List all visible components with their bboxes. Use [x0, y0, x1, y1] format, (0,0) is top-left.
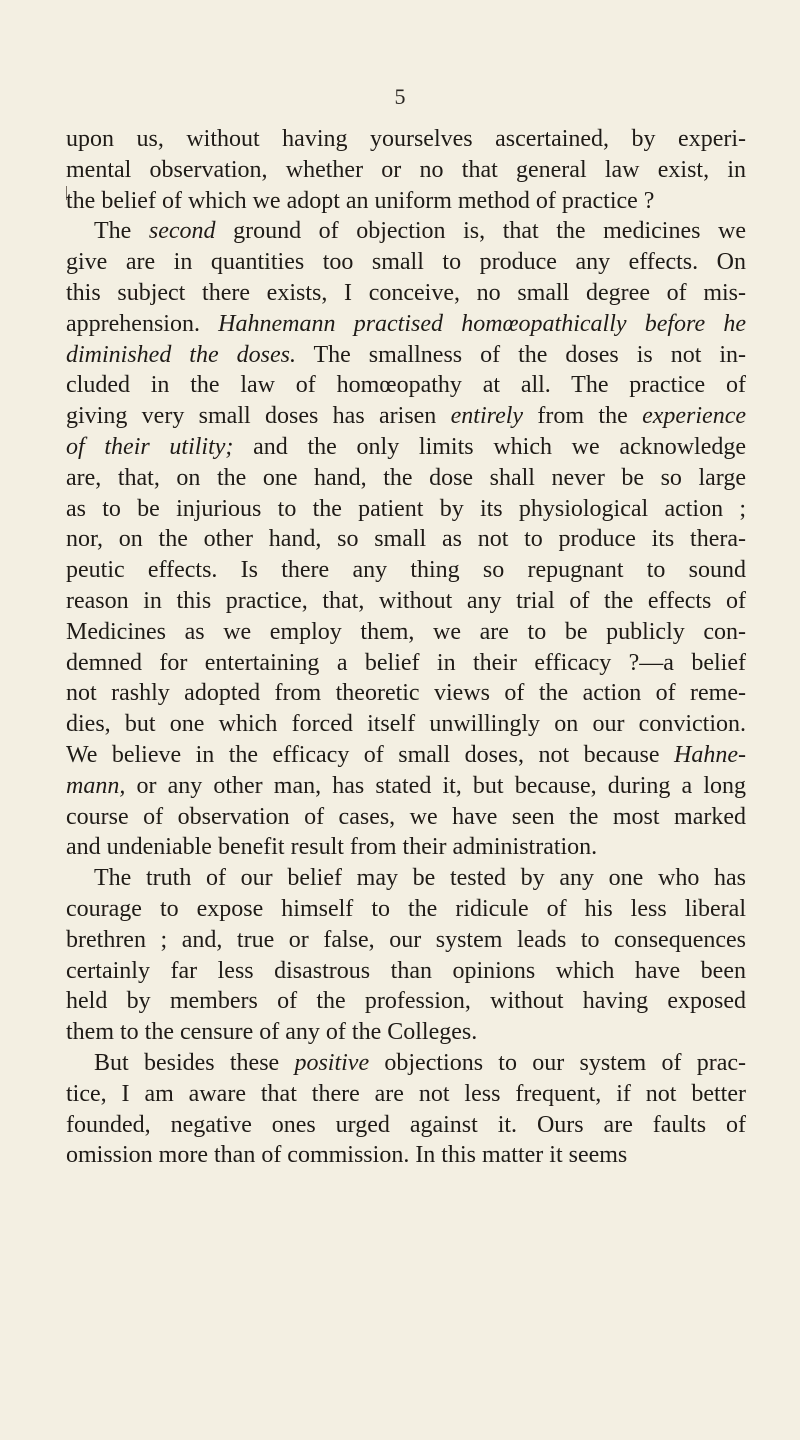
- text-line: this subject there exists, I conceive, no small degree of mis-: [66, 279, 746, 306]
- text-line: founded, negative ones urged against it. Ours are faults of: [66, 1111, 746, 1138]
- text-line: giving very small doses has arisen entirely from the experience: [66, 403, 746, 430]
- text-line: But besides these positive objections to our system of prac-: [94, 1049, 746, 1076]
- text-line: them to the censure of any of the Colleges.: [66, 1019, 478, 1046]
- text-line: The second ground of objection is, that the medicines we: [94, 218, 746, 245]
- text-line: mann, or any other man, has stated it, but because, during a long: [66, 772, 746, 799]
- text-line: demned for entertaining a belief in their efficacy ?—a belief: [66, 649, 746, 676]
- text-line: nor, on the other hand, so small as not to produce its thera-: [66, 526, 746, 553]
- text-line: upon us, without having yourselves ascertained, by experi-: [66, 126, 746, 152]
- text-line: certainly far less disastrous than opinions which have been: [66, 957, 746, 984]
- text-line: cluded in the law of homœopathy at all. The practice of: [66, 372, 746, 399]
- text-line: diminished the doses. The smallness of the doses is not in-: [66, 341, 747, 368]
- text-line: tice, I am aware that there are not less frequent, if not better: [66, 1080, 746, 1107]
- text-line: not rashly adopted from theoretic views of the action of reme-: [66, 680, 746, 707]
- body-text: [66, 124, 746, 1171]
- text-line: apprehension. Hahnemann practised homœopathically before he: [66, 310, 746, 337]
- text-line: The truth of our belief may be tested by any one who has: [94, 865, 746, 892]
- text-line: mental observation, whether or no that general law exist, in: [66, 156, 746, 183]
- text-line: courage to expose himself to the ridicule of his less liberal: [66, 895, 746, 922]
- text-line: and undeniable benefit result from their administration.: [66, 834, 598, 861]
- text-line: peutic effects. Is there any thing so repugnant to sound: [66, 557, 746, 584]
- text-line: omission more than of commission. In this matter it seems: [66, 1142, 628, 1169]
- page-number: 5: [394, 84, 406, 109]
- text-line: give are in quantities too small to produce any effects. On: [66, 249, 746, 276]
- text-line: We believe in the efficacy of small doses, not because Hahne-: [66, 741, 746, 768]
- text-line: dies, but one which forced itself unwillingly on our conviction.: [66, 711, 746, 738]
- text-line: held by members of the profession, without having exposed: [66, 988, 746, 1015]
- text-line: as to be injurious to the patient by its physiological action ;: [66, 495, 746, 522]
- text-line: are, that, on the one hand, the dose shall never be so large: [66, 464, 746, 491]
- text-line: Medicines as we employ them, we are to be publicly con-: [66, 618, 746, 645]
- text-line: reason in this practice, that, without any trial of the effects of: [66, 587, 746, 614]
- text-line: course of observation of cases, we have seen the most marked: [66, 803, 746, 830]
- text-line: the belief of which we adopt an uniform method of practice ?: [66, 187, 655, 214]
- text-line: brethren ; and, true or false, our system leads to consequences: [66, 926, 746, 953]
- text-line: of their utility; and the only limits which we acknowledge: [66, 433, 746, 460]
